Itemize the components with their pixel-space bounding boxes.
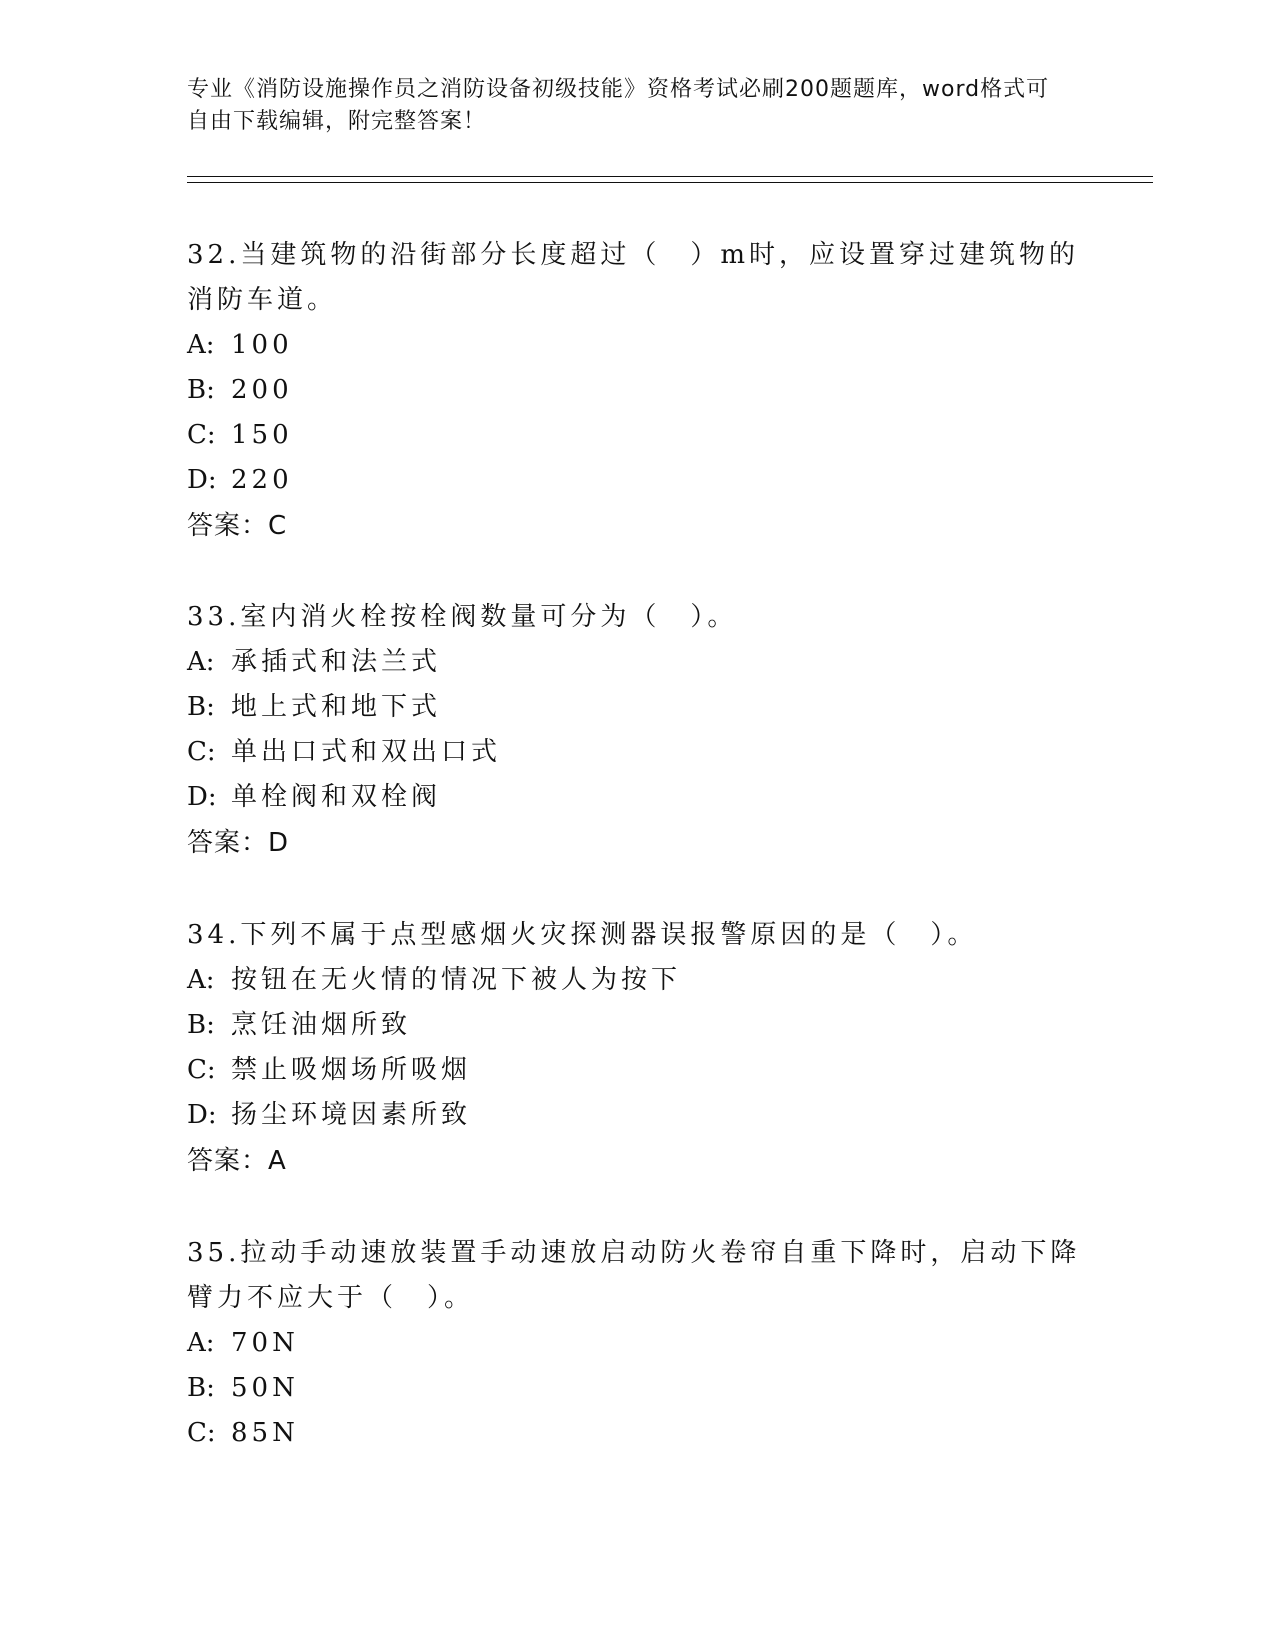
- question-34: [187, 913, 1087, 1184]
- option-a: [187, 958, 1087, 1003]
- option-d: [187, 458, 1087, 503]
- option-text: 烹饪油烟所致: [231, 1010, 412, 1040]
- question-stem: 35.拉动手动速放装置手动速放启动防火卷帘自重下降时，启动下降臂力不应大于（ ）。: [187, 1238, 1081, 1313]
- option-label: B:: [187, 375, 215, 405]
- question-33: [187, 595, 1087, 866]
- option-c: [187, 730, 1087, 775]
- question-stem: 32.当建筑物的沿街部分长度超过（ ）m时，应设置穿过建筑物的消防车道。: [187, 240, 1080, 315]
- question-35: [187, 1231, 1087, 1456]
- option-text: 220: [231, 465, 293, 495]
- option-label: A:: [187, 965, 215, 995]
- option-label: D:: [187, 465, 217, 495]
- option-label: C:: [187, 737, 216, 767]
- header-rule-bottom: [187, 182, 1153, 183]
- option-text: 按钮在无火情的情况下被人为按下: [231, 965, 682, 995]
- option-text: 85N: [231, 1418, 299, 1448]
- option-text: 100: [231, 330, 293, 360]
- header-rule-top: [187, 176, 1153, 177]
- option-text: 150: [231, 420, 293, 450]
- option-text: 单出口式和双出口式: [231, 737, 502, 767]
- option-label: C:: [187, 1055, 216, 1085]
- option-b: [187, 685, 1087, 730]
- option-c: [187, 1411, 1087, 1456]
- option-c: [187, 1048, 1087, 1093]
- option-label: A:: [187, 647, 215, 677]
- option-c: [187, 413, 1087, 458]
- option-b: [187, 368, 1087, 413]
- option-a: [187, 323, 1087, 368]
- option-text: 单栓阀和双栓阀: [231, 782, 442, 812]
- question-stem: 33.室内消火栓按栓阀数量可分为（ ）。: [187, 602, 738, 632]
- option-text: 50N: [231, 1373, 299, 1403]
- option-label: B:: [187, 692, 215, 722]
- question-32: [187, 233, 1087, 549]
- document-header: 专业《消防设施操作员之消防设备初级技能》资格考试必刷200题题库，word格式可自由下载编辑，附完整答案！: [187, 77, 1050, 134]
- option-b: [187, 1003, 1087, 1048]
- option-text: 扬尘环境因素所致: [231, 1100, 472, 1130]
- option-label: A:: [187, 1328, 215, 1358]
- option-label: A:: [187, 330, 215, 360]
- option-text: 承插式和法兰式: [231, 647, 442, 677]
- option-label: B:: [187, 1373, 215, 1403]
- option-a: [187, 640, 1087, 685]
- option-b: [187, 1366, 1087, 1411]
- option-a: [187, 1321, 1087, 1366]
- question-stem: 34.下列不属于点型感烟火灾探测器误报警原因的是（ ）。: [187, 920, 978, 950]
- answer: 答案：A: [187, 1146, 287, 1176]
- option-d: [187, 775, 1087, 820]
- option-label: C:: [187, 420, 216, 450]
- option-d: [187, 1093, 1087, 1138]
- option-text: 200: [231, 375, 293, 405]
- option-text: 70N: [231, 1328, 299, 1358]
- option-label: C:: [187, 1418, 216, 1448]
- option-label: B:: [187, 1010, 215, 1040]
- option-text: 地上式和地下式: [231, 692, 442, 722]
- option-text: 禁止吸烟场所吸烟: [231, 1055, 472, 1085]
- option-label: D:: [187, 782, 217, 812]
- answer: 答案：C: [187, 511, 288, 541]
- option-label: D:: [187, 1100, 217, 1130]
- answer: 答案：D: [187, 828, 290, 858]
